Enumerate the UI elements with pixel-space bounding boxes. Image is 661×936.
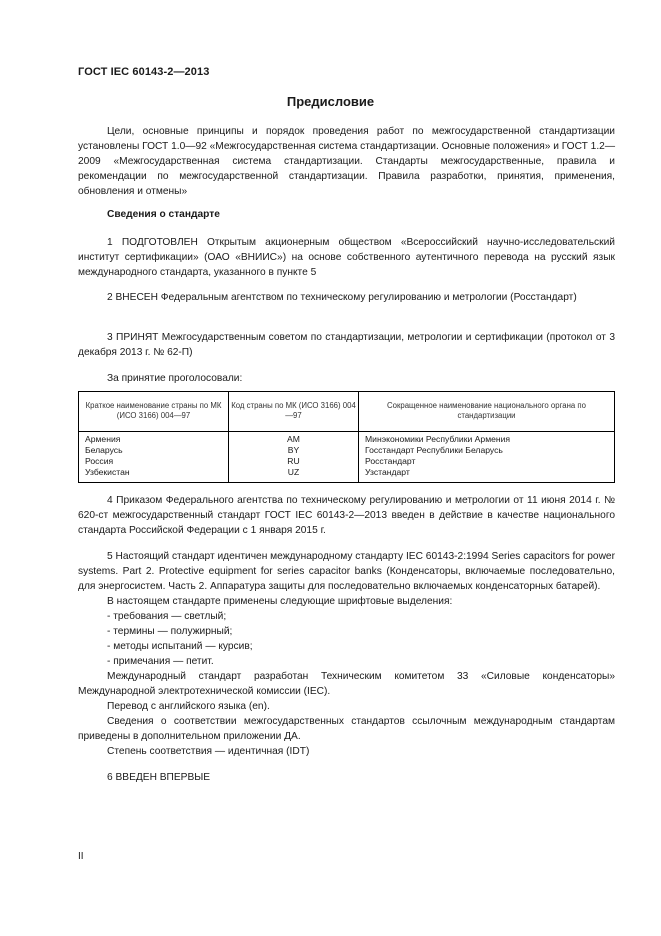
voted-label: За принятие проголосовали: — [107, 373, 243, 384]
table-cell-country: Беларусь — [85, 445, 123, 455]
item-5-paragraph: 5 Настоящий стандарт идентичен международному стандарту IEC 60143-2:1994 Series capacitors for power systems. Part 2. Protective equipment for series capacitor banks (Конденсаторы, включаемые последовательно, для энергосистем. Часть 2. Аппаратура защиты для последовательно включаемых конденсаторных батарей). — [78, 551, 615, 592]
item-5-block — [78, 549, 615, 759]
fonts-list-item: - термины — полужирный; — [107, 626, 233, 637]
item-2-paragraph: 2 ВНЕСЕН Федеральным агентством по техническому регулированию и метрологии (Росстандарт) — [107, 292, 577, 303]
table-cell-body: Минэкономики Республики Армения — [359, 432, 615, 446]
item-6-paragraph: 6 ВВЕДЕН ВПЕРВЫЕ — [107, 772, 211, 783]
table-header-row — [79, 392, 615, 432]
translation-paragraph: Перевод с английского языка (en). — [107, 701, 270, 712]
table-cell-code: RU — [229, 456, 359, 467]
table-row — [79, 467, 615, 483]
item-4-paragraph: 4 Приказом Федерального агентства по техническому регулированию и метрологии от 11 июня 2014 г. № 620-ст межгосударственный стандарт ГОСТ IEC 60143-2—2013 введен в действие в качестве национального стандарта Российской Федерации с 1 января 2015 г. — [78, 495, 615, 536]
fonts-intro: В настоящем стандарте применены следующие шрифтовые выделения: — [107, 596, 453, 607]
table-row — [79, 445, 615, 456]
page-title: Предисловие — [286, 94, 375, 109]
table-cell-country: Узбекистан — [85, 467, 130, 477]
table-cell-country: Армения — [85, 434, 121, 444]
table-row — [79, 432, 615, 446]
item-1-paragraph: 1 ПОДГОТОВЛЕН Открытым акционерным обществом «Всероссийский научно-исследовательский институт сертификации» (ОАО «ВНИИС») на основе собственного аутентичного перевода на русский язык международного стандарта, указанного в пункте 5 — [78, 237, 615, 278]
table-header-code: Код страны по МК (ИСО 3166) 004—97 — [229, 392, 359, 432]
voting-table — [78, 391, 615, 483]
table-cell-code: BY — [229, 445, 359, 456]
table-cell-body: Росстандарт — [359, 456, 615, 467]
document-header: ГОСТ IEC 60143-2—2013 — [78, 66, 210, 78]
page-number: II — [78, 851, 84, 862]
table-cell-country: Россия — [85, 456, 114, 466]
table-header-body: Сокращенное наименование национального органа по стандартизации — [359, 392, 615, 432]
item-3-paragraph: 3 ПРИНЯТ Межгосударственным советом по стандартизации, метрологии и сертификации (протокол от 3 декабря 2013 г. № 62-П) — [78, 332, 615, 358]
developer-paragraph: Международный стандарт разработан Техническим комитетом 33 «Силовые конденсаторы» Международной электротехнической комиссии (IEC). — [78, 671, 615, 697]
degree-paragraph: Степень соответствия — идентичная (IDT) — [107, 746, 310, 757]
correspondence-paragraph: Сведения о соответствии межгосударственных стандартов ссылочным международным стандартам приведены в дополнительном приложении ДА. — [78, 716, 615, 742]
table-cell-code: AM — [229, 432, 359, 446]
table-row — [79, 456, 615, 467]
fonts-list-item: - методы испытаний — курсив; — [107, 641, 253, 652]
fonts-list-item: - требования — светлый; — [107, 611, 227, 622]
intro-paragraph: Цели, основные принципы и порядок проведения работ по межгосударственной стандартизации установлены ГОСТ 1.0—92 «Межгосударственная система стандартизации. Основные положения» и ГОСТ 1.2—2009 «Межгосударственная система стандартизации. Стандарты межгосударственные, правила и рекомендации по межгосударственной стандартизации. Правила разработки, принятия, применения, обновления и отмены» — [78, 126, 616, 197]
fonts-list-item: - примечания — петит. — [107, 656, 214, 667]
table-cell-body: Узстандарт — [359, 467, 615, 483]
section-heading: Сведения о стандарте — [107, 209, 220, 220]
table-header-country: Краткое наименование страны по МК (ИСО 3166) 004—97 — [79, 392, 229, 432]
table-cell-code: UZ — [229, 467, 359, 483]
table-cell-body: Госстандарт Республики Беларусь — [359, 445, 615, 456]
